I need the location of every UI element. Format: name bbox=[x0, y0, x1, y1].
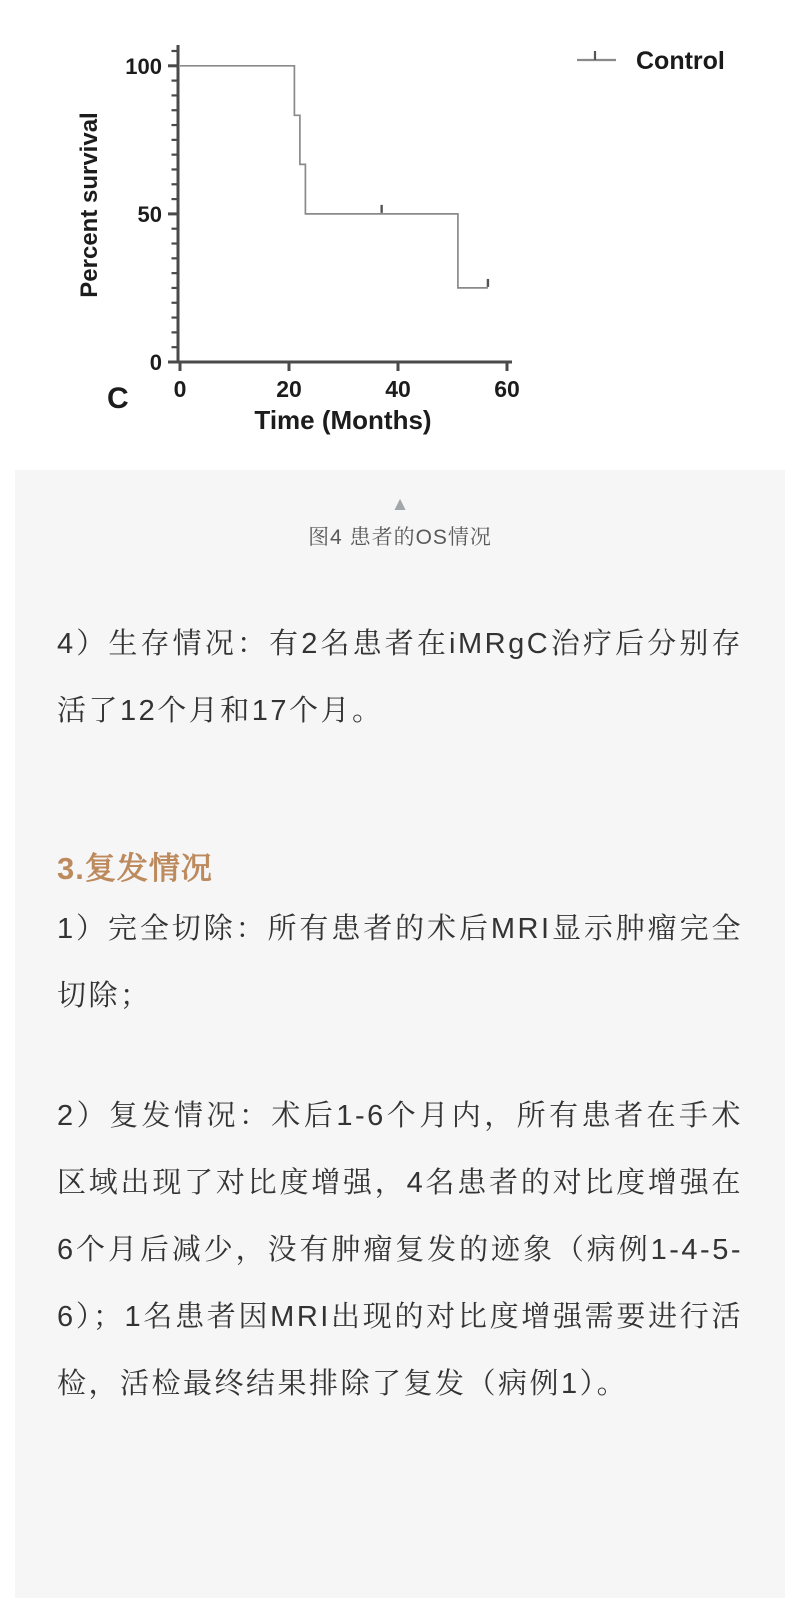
x-tick-label: 20 bbox=[276, 376, 302, 402]
legend-label: Control bbox=[636, 47, 725, 75]
survival-curve bbox=[180, 66, 488, 288]
caption-arrow-icon: ▲ bbox=[390, 494, 410, 515]
x-tick-label: 40 bbox=[385, 376, 411, 402]
y-tick-label: 100 bbox=[125, 53, 162, 79]
os-survival-chart bbox=[15, 0, 785, 470]
section-heading: 3.复发情况 bbox=[57, 851, 213, 886]
y-tick-label: 50 bbox=[137, 201, 162, 227]
panel-label: C bbox=[107, 382, 129, 415]
paragraph-survival: 4）生存情况：有2名患者在iMRgC治疗后分别存活了12个月和17个月。 bbox=[57, 628, 743, 727]
y-tick-label: 0 bbox=[149, 350, 162, 375]
x-tick-label: 60 bbox=[494, 376, 520, 402]
figure-os-chart bbox=[15, 0, 785, 470]
figure-caption: 图4 患者的OS情况 bbox=[308, 526, 492, 549]
paragraph-recurrence: 2）复发情况：术后1-6个月内，所有患者在手术区域出现了对比度增强，4名患者的对比度增强在6个月后减少，没有肿瘤复发的迹象（病例1-4-5-6）；1名患者因MRI出现的对比度增强需要进行活检，活检最终结果排除了复发（病例1）。 bbox=[57, 1100, 743, 1400]
y-axis-label: Percent survival bbox=[76, 112, 103, 298]
x-axis-label: Time (Months) bbox=[254, 405, 432, 435]
x-tick-label: 0 bbox=[173, 376, 187, 402]
paragraph-resection: 1）完全切除：所有患者的术后MRI显示肿瘤完全切除； bbox=[57, 913, 743, 1012]
content-card bbox=[15, 0, 785, 1598]
